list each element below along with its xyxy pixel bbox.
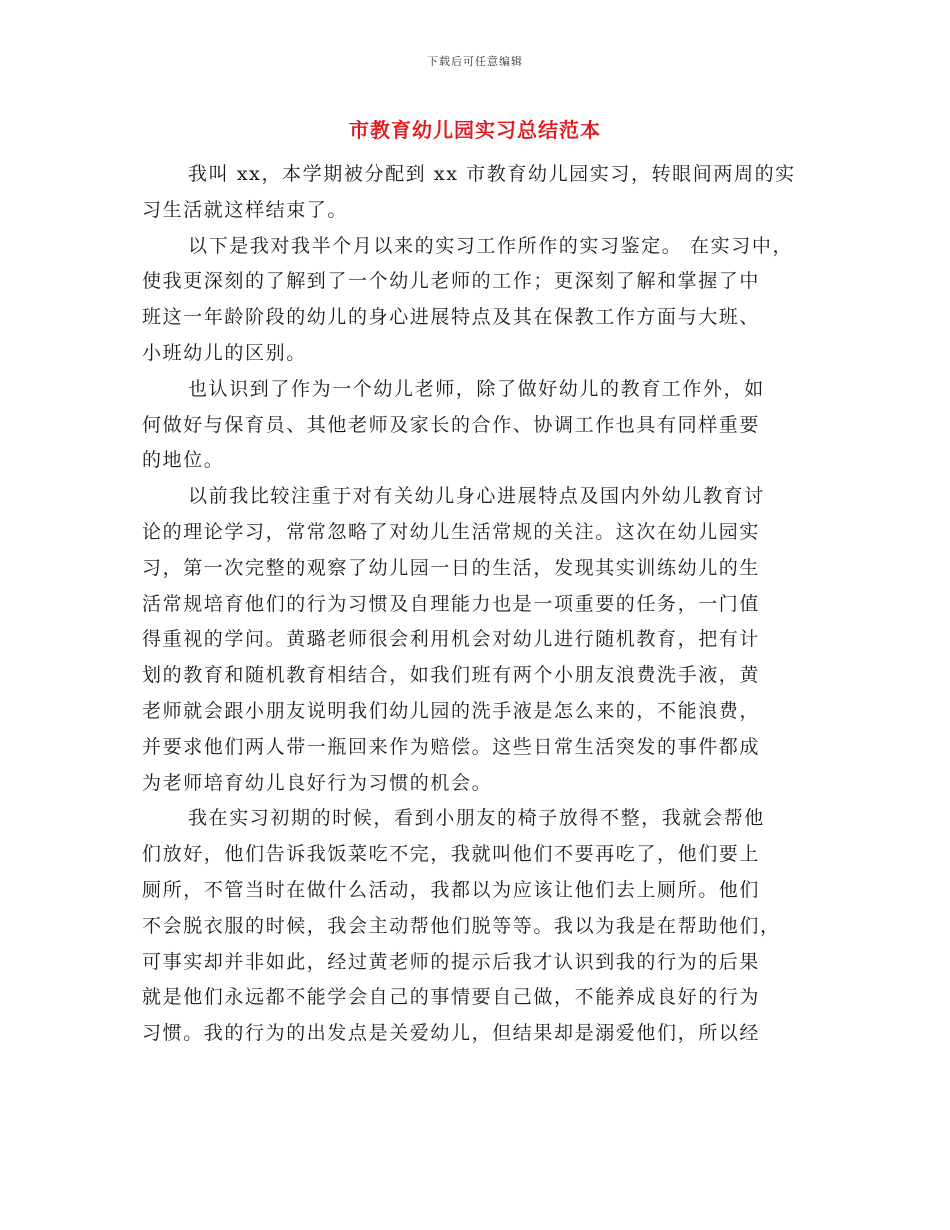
- paragraph-line: 老师就会跟小朋友说明我们幼儿园的洗手液是怎么来的，不能浪费，: [142, 699, 761, 722]
- paragraph: [142, 801, 812, 1052]
- paragraph: [142, 372, 812, 479]
- paragraph-line: 小班幼儿的区别。: [142, 341, 307, 364]
- document-title: 市教育幼儿园实习总结范本: [349, 118, 601, 142]
- paragraph: [142, 157, 812, 229]
- paragraph-line: 我在实习初期的时候，看到小朋友的椅子放得不整，我就会帮他: [188, 807, 765, 830]
- paragraph: [142, 479, 812, 801]
- paragraph-line: 得重视的学问。黄璐老师很会利用机会对幼儿进行随机教育，把有计: [142, 628, 761, 651]
- paragraph-line: 使我更深刻的了解到了一个幼儿老师的工作；更深刻了解和掌握了中: [142, 270, 761, 293]
- paragraph-line: 也认识到了作为一个幼儿老师，除了做好幼儿的教育工作外，如: [188, 377, 765, 400]
- paragraph-line: 习惯。我的行为的出发点是关爱幼儿，但结果却是溺爱他们，所以经: [142, 1022, 761, 1045]
- paragraph-line: 的地位。: [142, 449, 225, 472]
- paragraph-line: 论的理论学习，常常忽略了对幼儿生活常规的关注。这次在幼儿园实: [142, 520, 761, 543]
- paragraph-line: 以下是我对我半个月以来的实习工作所作的实习鉴定。 在实习中，: [188, 234, 794, 257]
- document-body: [142, 157, 812, 1052]
- paragraph-line: 可事实却并非如此，经过黄老师的提示后我才认识到我的行为的后果: [142, 950, 761, 973]
- paragraph-line: 划的教育和随机教育相结合，如我们班有两个小朋友浪费洗手液，黄: [142, 664, 761, 687]
- paragraph-line: 习生活就这样结束了。: [142, 198, 349, 221]
- paragraph-line: 并要求他们两人带一瓶回来作为赔偿。这些日常生活突发的事件都成: [142, 735, 761, 758]
- paragraph-line: 们放好，他们告诉我饭菜吃不完，我就叫他们不要再吃了，他们要上: [142, 843, 761, 866]
- paragraph-line: 为老师培育幼儿良好行为习惯的机会。: [142, 771, 493, 794]
- paragraph-line: 厕所，不管当时在做什么活动，我都以为应该让他们去上厕所。他们: [142, 878, 761, 901]
- paragraph: [142, 229, 812, 372]
- paragraph-line: 以前我比较注重于对有关幼儿身心进展特点及国内外幼儿教育讨: [188, 485, 765, 508]
- paragraph-line: 不会脱衣服的时候，我会主动帮他们脱等等。我以为我是在帮助他们，: [142, 914, 781, 937]
- paragraph-line: 就是他们永远都不能学会自己的事情要自己做，不能养成良好的行为: [142, 986, 761, 1009]
- paragraph-line: 班这一年龄阶段的幼儿的身心进展特点及其在保教工作方面与大班、: [142, 306, 761, 329]
- paragraph-line: 何做好与保育员、其他老师及家长的合作、协调工作也具有同样重要: [142, 413, 761, 436]
- paragraph-line: 活常规培育他们的行为习惯及自理能力也是一项重要的任务，一门值: [142, 592, 761, 615]
- header-note: 下载后可任意编辑: [427, 55, 523, 68]
- paragraph-line: 我叫 xx，本学期被分配到 xx 市教育幼儿园实习，转眼间两周的实: [188, 163, 796, 185]
- paragraph-line: 习，第一次完整的观察了幼儿园一日的生活，发现其实训练幼儿的生: [142, 556, 761, 579]
